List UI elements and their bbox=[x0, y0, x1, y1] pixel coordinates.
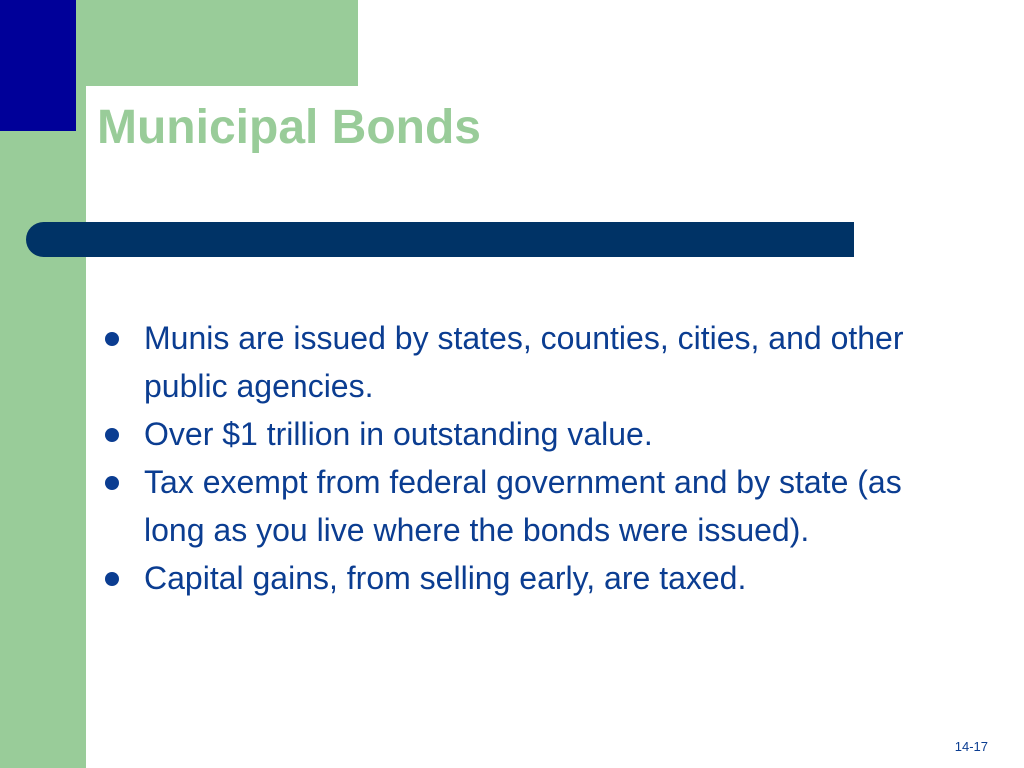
bullet-text: Over $1 trillion in outstanding value. bbox=[144, 416, 653, 452]
title-underline-bar bbox=[26, 222, 854, 257]
bullet-dot-icon bbox=[105, 572, 119, 586]
slide-title: Municipal Bonds bbox=[97, 101, 481, 154]
bullet-dot-icon bbox=[105, 428, 119, 442]
bullet-item bbox=[105, 314, 945, 410]
bullet-list bbox=[105, 314, 945, 602]
page-number: 14-17 bbox=[954, 739, 988, 754]
bullet-text: Tax exempt from federal government and by state (as long as you live where the bonds were issued). bbox=[144, 464, 902, 548]
bullet-dot-icon bbox=[105, 476, 119, 490]
bullet-item bbox=[105, 458, 945, 554]
bullet-dot-icon bbox=[105, 332, 119, 346]
bullet-item bbox=[105, 554, 945, 602]
corner-blue-block bbox=[0, 0, 76, 131]
bullet-text: Munis are issued by states, counties, cities, and other public agencies. bbox=[144, 320, 904, 404]
bullet-text: Capital gains, from selling early, are taxed. bbox=[144, 560, 747, 596]
bullet-item bbox=[105, 410, 945, 458]
